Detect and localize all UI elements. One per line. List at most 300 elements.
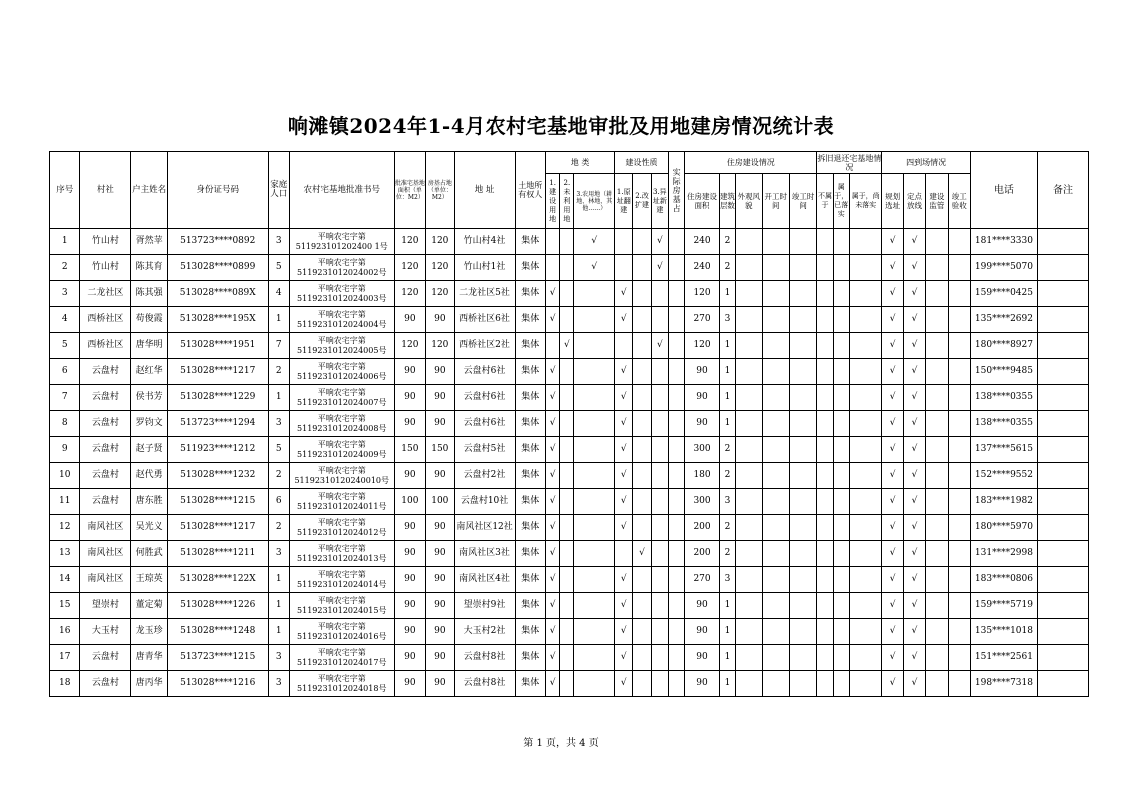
cell-lt2 (560, 671, 574, 697)
cell-h-start (762, 385, 789, 411)
cell-name: 龙玉珍 (131, 619, 168, 645)
cell-lt2 (560, 463, 574, 489)
cell-seq: 6 (50, 359, 80, 385)
cell-d-no (817, 593, 833, 619)
cell-bn3: √ (651, 255, 668, 281)
cell-h-style (736, 333, 762, 359)
cell-lt3 (574, 645, 615, 671)
cell-h-area: 240 (685, 255, 720, 281)
cell-phone: 131****2998 (970, 541, 1037, 567)
cell-bn3 (651, 437, 668, 463)
cell-s2: √ (903, 645, 925, 671)
cell-seq: 15 (50, 593, 80, 619)
cell-village: 云盘村 (80, 385, 131, 411)
cell-actual-area (668, 255, 684, 281)
cell-family: 3 (268, 229, 289, 255)
cell-ownership: 集体 (515, 385, 545, 411)
cell-ownership: 集体 (515, 281, 545, 307)
cell-address: 南风社区4社 (454, 567, 515, 593)
cell-actual-area (668, 541, 684, 567)
cell-name: 陈其强 (131, 281, 168, 307)
cell-h-area: 270 (685, 307, 720, 333)
cell-s3 (926, 619, 948, 645)
header-name: 户主姓名 (131, 152, 168, 229)
cell-lt1: √ (546, 463, 560, 489)
cell-d-no (817, 333, 833, 359)
cell-d-notdone (849, 515, 882, 541)
cell-approval: 平响农宅字第5119231012024006号 (289, 359, 394, 385)
cell-d-done (833, 385, 849, 411)
cell-remark (1037, 385, 1088, 411)
header-d-no: 不属于 (817, 174, 833, 229)
cell-ownership: 集体 (515, 307, 545, 333)
cell-h-style (736, 463, 762, 489)
cell-lt1: √ (546, 489, 560, 515)
cell-bn1: √ (615, 671, 633, 697)
cell-h-end (789, 463, 816, 489)
cell-s2: √ (903, 619, 925, 645)
cell-approval: 平响农宅字第5119231012024015号 (289, 593, 394, 619)
cell-bn2 (633, 489, 651, 515)
cell-seq: 9 (50, 437, 80, 463)
cell-lt3 (574, 489, 615, 515)
cell-bn3 (651, 567, 668, 593)
cell-lt3 (574, 411, 615, 437)
header-s4: 竣工验收 (948, 174, 970, 229)
cell-d-notdone (849, 307, 882, 333)
cell-bn2 (633, 255, 651, 281)
cell-ownership: 集体 (515, 541, 545, 567)
cell-actual-area (668, 463, 684, 489)
cell-lt1: √ (546, 671, 560, 697)
cell-actual-area (668, 515, 684, 541)
cell-phone: 198****7318 (970, 671, 1037, 697)
cell-h-floors: 2 (719, 541, 735, 567)
cell-ownership: 集体 (515, 671, 545, 697)
cell-address: 云盘村5社 (454, 437, 515, 463)
cell-name: 罗钧文 (131, 411, 168, 437)
cell-footprint: 90 (426, 515, 454, 541)
cell-approval: 平响农宅字第5119231012024014号 (289, 567, 394, 593)
table-row (50, 437, 1089, 463)
cell-bn3 (651, 463, 668, 489)
cell-actual-area (668, 671, 684, 697)
cell-id: 513028****1229 (167, 385, 268, 411)
cell-approval: 平响农宅字第5119231012024011号 (289, 489, 394, 515)
cell-h-floors: 2 (719, 255, 735, 281)
cell-s3 (926, 489, 948, 515)
cell-bn1: √ (615, 489, 633, 515)
cell-actual-area (668, 437, 684, 463)
table-row (50, 229, 1089, 255)
cell-d-no (817, 385, 833, 411)
cell-ownership: 集体 (515, 411, 545, 437)
cell-approved-area: 120 (394, 255, 426, 281)
cell-s1: √ (882, 411, 903, 437)
cell-id: 511923****1212 (167, 437, 268, 463)
cell-phone: 137****5615 (970, 437, 1037, 463)
cell-h-area: 300 (685, 489, 720, 515)
cell-h-end (789, 385, 816, 411)
cell-remark (1037, 515, 1088, 541)
cell-d-no (817, 255, 833, 281)
cell-remark (1037, 645, 1088, 671)
cell-s2: √ (903, 333, 925, 359)
cell-family: 1 (268, 567, 289, 593)
header-id: 身份证号码 (167, 152, 268, 229)
cell-h-end (789, 333, 816, 359)
cell-approved-area: 90 (394, 515, 426, 541)
cell-s1: √ (882, 437, 903, 463)
cell-s2: √ (903, 515, 925, 541)
cell-phone: 183****0806 (970, 567, 1037, 593)
cell-lt3 (574, 359, 615, 385)
header-h-area: 住房建设面积 (685, 174, 720, 229)
cell-lt3 (574, 307, 615, 333)
cell-lt3: √ (574, 255, 615, 281)
cell-s3 (926, 671, 948, 697)
cell-remark (1037, 437, 1088, 463)
header-land-type: 地 类 (546, 152, 615, 174)
cell-family: 1 (268, 593, 289, 619)
cell-actual-area (668, 281, 684, 307)
cell-d-done (833, 229, 849, 255)
cell-phone: 159****0425 (970, 281, 1037, 307)
cell-h-floors: 1 (719, 385, 735, 411)
cell-address: 南风社区3社 (454, 541, 515, 567)
cell-d-done (833, 281, 849, 307)
cell-family: 3 (268, 541, 289, 567)
cell-s3 (926, 281, 948, 307)
cell-approved-area: 90 (394, 411, 426, 437)
cell-h-floors: 1 (719, 619, 735, 645)
cell-h-area: 90 (685, 359, 720, 385)
cell-d-no (817, 437, 833, 463)
cell-s2: √ (903, 359, 925, 385)
table-row (50, 333, 1089, 359)
cell-family: 5 (268, 437, 289, 463)
cell-h-style (736, 619, 762, 645)
header-seq: 序号 (50, 152, 80, 229)
cell-approval: 平响农宅字第5119231012024008号 (289, 411, 394, 437)
table-row (50, 619, 1089, 645)
header-s3: 建设监管 (926, 174, 948, 229)
cell-d-notdone (849, 489, 882, 515)
table-row (50, 281, 1089, 307)
cell-h-area: 200 (685, 541, 720, 567)
cell-s4 (948, 411, 970, 437)
cell-s4 (948, 333, 970, 359)
cell-lt2 (560, 515, 574, 541)
cell-h-floors: 2 (719, 229, 735, 255)
cell-d-done (833, 645, 849, 671)
cell-h-start (762, 333, 789, 359)
cell-approved-area: 150 (394, 437, 426, 463)
cell-family: 2 (268, 463, 289, 489)
cell-h-area: 90 (685, 385, 720, 411)
cell-bn1 (615, 229, 633, 255)
cell-approved-area: 90 (394, 619, 426, 645)
cell-village: 竹山村 (80, 229, 131, 255)
cell-approved-area: 90 (394, 567, 426, 593)
cell-d-done (833, 593, 849, 619)
cell-s4 (948, 489, 970, 515)
table-row (50, 255, 1089, 281)
cell-family: 4 (268, 281, 289, 307)
cell-address: 云盘村2社 (454, 463, 515, 489)
cell-bn1: √ (615, 645, 633, 671)
cell-h-style (736, 515, 762, 541)
cell-lt2 (560, 541, 574, 567)
cell-actual-area (668, 229, 684, 255)
cell-family: 3 (268, 671, 289, 697)
cell-family: 2 (268, 515, 289, 541)
cell-phone: 183****1982 (970, 489, 1037, 515)
cell-remark (1037, 255, 1088, 281)
cell-h-style (736, 229, 762, 255)
cell-d-done (833, 333, 849, 359)
cell-family: 5 (268, 255, 289, 281)
cell-footprint: 120 (426, 255, 454, 281)
cell-h-start (762, 619, 789, 645)
cell-bn3: √ (651, 333, 668, 359)
cell-h-start (762, 229, 789, 255)
cell-s1: √ (882, 489, 903, 515)
cell-address: 望崇村9社 (454, 593, 515, 619)
cell-d-done (833, 515, 849, 541)
cell-s3 (926, 645, 948, 671)
cell-id: 513028****1215 (167, 489, 268, 515)
cell-lt2 (560, 281, 574, 307)
cell-id: 513028****1226 (167, 593, 268, 619)
cell-lt1: √ (546, 307, 560, 333)
cell-s2: √ (903, 593, 925, 619)
cell-s4 (948, 645, 970, 671)
cell-s1: √ (882, 255, 903, 281)
cell-s4 (948, 567, 970, 593)
cell-d-notdone (849, 463, 882, 489)
cell-ownership: 集体 (515, 333, 545, 359)
cell-approval: 平响农宅字第5119231012024004号 (289, 307, 394, 333)
cell-id: 513723****1294 (167, 411, 268, 437)
cell-d-done (833, 671, 849, 697)
cell-footprint: 90 (426, 619, 454, 645)
cell-family: 3 (268, 411, 289, 437)
cell-h-start (762, 411, 789, 437)
cell-h-style (736, 593, 762, 619)
cell-d-notdone (849, 385, 882, 411)
cell-h-end (789, 281, 816, 307)
cell-h-end (789, 307, 816, 333)
cell-seq: 10 (50, 463, 80, 489)
header-lt2: 2.未利用地 (560, 174, 574, 229)
cell-address: 二龙社区5社 (454, 281, 515, 307)
cell-village: 云盘村 (80, 411, 131, 437)
cell-s2: √ (903, 671, 925, 697)
cell-bn3 (651, 411, 668, 437)
cell-footprint: 90 (426, 567, 454, 593)
table-row (50, 541, 1089, 567)
cell-remark (1037, 593, 1088, 619)
header-h-style: 外观风貌 (736, 174, 762, 229)
cell-s1: √ (882, 385, 903, 411)
cell-approval: 平响农宅字第5119231012024007号 (289, 385, 394, 411)
cell-bn3 (651, 645, 668, 671)
cell-approval: 平响农宅字第5119231012024018号 (289, 671, 394, 697)
cell-approval: 平响农宅字第5119231012024009号 (289, 437, 394, 463)
cell-remark (1037, 281, 1088, 307)
cell-footprint: 90 (426, 645, 454, 671)
cell-h-start (762, 489, 789, 515)
cell-s4 (948, 541, 970, 567)
cell-h-area: 180 (685, 463, 720, 489)
cell-bn1: √ (615, 385, 633, 411)
cell-lt2 (560, 255, 574, 281)
cell-phone: 180****5970 (970, 515, 1037, 541)
cell-s3 (926, 567, 948, 593)
cell-approved-area: 90 (394, 463, 426, 489)
cell-seq: 1 (50, 229, 80, 255)
cell-lt3 (574, 333, 615, 359)
cell-h-style (736, 307, 762, 333)
cell-lt2 (560, 645, 574, 671)
cell-bn1: √ (615, 411, 633, 437)
cell-id: 513028****195X (167, 307, 268, 333)
cell-name: 董定菊 (131, 593, 168, 619)
cell-h-style (736, 359, 762, 385)
cell-s4 (948, 619, 970, 645)
cell-h-floors: 2 (719, 437, 735, 463)
cell-lt2 (560, 229, 574, 255)
cell-village: 西桥社区 (80, 307, 131, 333)
header-village: 村社 (80, 152, 131, 229)
header-lt3: 3.农用地（耕地、林地、其他……） (574, 174, 615, 229)
cell-h-end (789, 515, 816, 541)
cell-ownership: 集体 (515, 567, 545, 593)
cell-footprint: 90 (426, 385, 454, 411)
cell-village: 云盘村 (80, 463, 131, 489)
cell-address: 云盘村8社 (454, 671, 515, 697)
cell-lt1: √ (546, 593, 560, 619)
cell-s1: √ (882, 307, 903, 333)
cell-s2: √ (903, 307, 925, 333)
cell-bn1 (615, 255, 633, 281)
cell-lt1: √ (546, 385, 560, 411)
cell-d-no (817, 515, 833, 541)
cell-s2: √ (903, 229, 925, 255)
cell-lt1 (546, 333, 560, 359)
cell-s1: √ (882, 619, 903, 645)
cell-s1: √ (882, 593, 903, 619)
cell-id: 513028****0899 (167, 255, 268, 281)
cell-phone: 152****9552 (970, 463, 1037, 489)
cell-s1: √ (882, 333, 903, 359)
cell-s3 (926, 385, 948, 411)
cell-s1: √ (882, 229, 903, 255)
cell-remark (1037, 463, 1088, 489)
cell-address: 南风社区12社 (454, 515, 515, 541)
cell-d-done (833, 437, 849, 463)
cell-d-notdone (849, 281, 882, 307)
cell-bn1: √ (615, 463, 633, 489)
cell-approval: 平响农宅字第5119231012024017号 (289, 645, 394, 671)
cell-ownership: 集体 (515, 359, 545, 385)
cell-h-style (736, 255, 762, 281)
cell-h-floors: 1 (719, 359, 735, 385)
cell-bn1: √ (615, 593, 633, 619)
cell-lt2 (560, 489, 574, 515)
cell-bn1: √ (615, 619, 633, 645)
cell-d-no (817, 645, 833, 671)
cell-remark (1037, 307, 1088, 333)
cell-d-notdone (849, 359, 882, 385)
cell-s3 (926, 515, 948, 541)
cell-s3 (926, 333, 948, 359)
cell-ownership: 集体 (515, 255, 545, 281)
cell-id: 513028****1216 (167, 671, 268, 697)
cell-bn3 (651, 541, 668, 567)
table-row (50, 463, 1089, 489)
cell-lt1: √ (546, 515, 560, 541)
cell-ownership: 集体 (515, 463, 545, 489)
cell-h-end (789, 645, 816, 671)
cell-id: 513723****1215 (167, 645, 268, 671)
cell-village: 云盘村 (80, 359, 131, 385)
cell-lt2 (560, 385, 574, 411)
cell-h-floors: 1 (719, 593, 735, 619)
cell-s1: √ (882, 567, 903, 593)
cell-address: 西桥社区6社 (454, 307, 515, 333)
cell-family: 2 (268, 359, 289, 385)
cell-lt3 (574, 593, 615, 619)
cell-phone: 181****3330 (970, 229, 1037, 255)
cell-bn2 (633, 385, 651, 411)
cell-lt1: √ (546, 411, 560, 437)
cell-s2: √ (903, 411, 925, 437)
cell-h-start (762, 281, 789, 307)
cell-approval: 平响农宅字第5119231012024005号 (289, 333, 394, 359)
cell-d-done (833, 463, 849, 489)
cell-bn3 (651, 515, 668, 541)
cell-seq: 4 (50, 307, 80, 333)
cell-h-end (789, 411, 816, 437)
cell-h-floors: 1 (719, 645, 735, 671)
cell-d-notdone (849, 333, 882, 359)
cell-s1: √ (882, 359, 903, 385)
cell-s4 (948, 463, 970, 489)
cell-s3 (926, 411, 948, 437)
table-row (50, 567, 1089, 593)
cell-s2: √ (903, 541, 925, 567)
cell-lt3 (574, 567, 615, 593)
cell-address: 西桥社区2社 (454, 333, 515, 359)
cell-bn3 (651, 359, 668, 385)
cell-name: 陈其育 (131, 255, 168, 281)
cell-lt3 (574, 515, 615, 541)
cell-d-done (833, 489, 849, 515)
cell-bn1 (615, 541, 633, 567)
cell-lt3: √ (574, 229, 615, 255)
cell-h-area: 300 (685, 437, 720, 463)
cell-phone: 135****2692 (970, 307, 1037, 333)
cell-h-area: 90 (685, 671, 720, 697)
cell-bn1: √ (615, 567, 633, 593)
cell-id: 513723****0892 (167, 229, 268, 255)
cell-footprint: 150 (426, 437, 454, 463)
cell-village: 南风社区 (80, 567, 131, 593)
cell-d-no (817, 463, 833, 489)
cell-bn2 (633, 593, 651, 619)
